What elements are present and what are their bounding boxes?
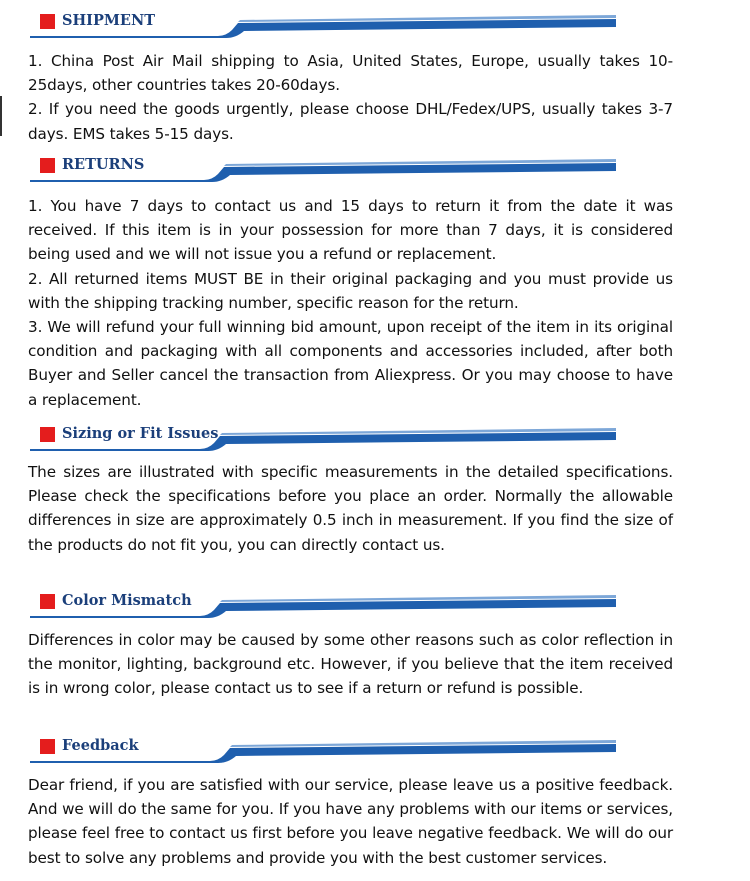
section-body <box>28 628 673 701</box>
paragraph: The sizes are illustrated with specific measurements in the detailed specifications. Please check the specifications before you place an order. Normally the allowable differences in size are approximately 0.5 inch in measurement. If you find the size of the products do not fit you, you can directly contact us. <box>28 463 673 554</box>
section-body <box>28 460 673 557</box>
section-header <box>0 588 750 618</box>
paragraph: Differences in color may be caused by some other reasons such as color reflection in the monitor, lighting, background etc. However, if you believe that the item received is in wrong color, please contact us to see if a return or refund is possible. <box>28 631 673 698</box>
red-square-icon <box>40 14 55 29</box>
paragraph: Dear friend, if you are satisfied with our service, please leave us a positive feedback. And we will do the same for you. If you have any problems with our items or services, please feel free to contact us first before you leave negative feedback. We will do our best to solve any problems and provide you with the best customer services. <box>28 776 673 867</box>
section-title: SHIPMENT <box>62 12 156 29</box>
left-edge-mark <box>0 96 2 136</box>
red-square-icon <box>40 158 55 173</box>
paragraph: 1. China Post Air Mail shipping to Asia, United States, Europe, usually takes 10-25days, other countries takes 20-60days. <box>28 52 673 95</box>
section-title: Feedback <box>62 737 139 754</box>
red-square-icon <box>40 594 55 609</box>
section-title: Sizing or Fit Issues <box>62 425 219 442</box>
red-square-icon <box>40 427 55 442</box>
section-title: RETURNS <box>62 156 145 173</box>
section-header <box>0 152 750 182</box>
paragraph: 3. We will refund your full winning bid amount, upon receipt of the item in its original condition and packaging with all components and accessories included, after both Buyer and Seller cancel the transaction from Aliexpress. Or you may choose to have a replacement. <box>28 318 673 409</box>
section-header <box>0 733 750 763</box>
section-body <box>28 49 673 146</box>
section-header <box>0 8 750 38</box>
paragraph: 1. You have 7 days to contact us and 15 days to return it from the date it was received. If this item is in your possession for more than 7 days, it is considered being used and we will not issue you a refund or replacement. <box>28 197 673 264</box>
paragraph: 2. If you need the goods urgently, please choose DHL/Fedex/UPS, usually takes 3-7 days. EMS takes 5-15 days. <box>28 100 673 143</box>
section-header <box>0 421 750 451</box>
section-body <box>28 773 673 870</box>
paragraph: 2. All returned items MUST BE in their original packaging and you must provide us with the shipping tracking number, specific reason for the return. <box>28 269 673 312</box>
section-title: Color Mismatch <box>62 592 192 609</box>
red-square-icon <box>40 739 55 754</box>
section-body <box>28 194 673 412</box>
